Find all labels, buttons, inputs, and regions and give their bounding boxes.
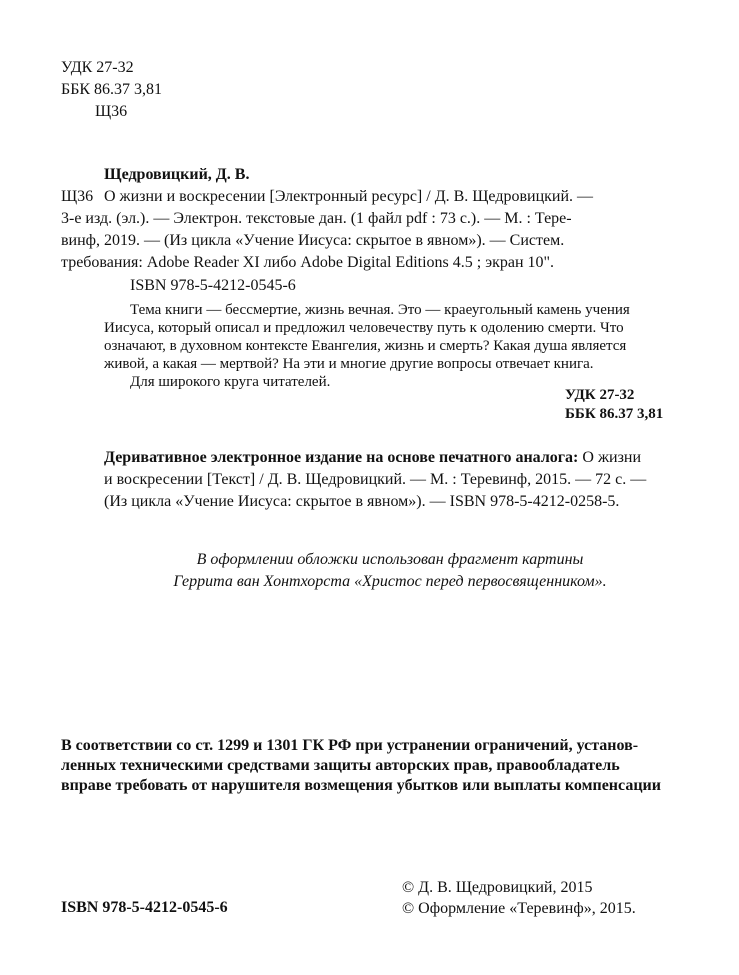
bibliographic-continuation [61,208,681,274]
record-author-mark: Щ36 [61,188,94,205]
bbk-code-bold: ББК 86.37 3,81 [565,406,664,422]
legal-notice [61,736,681,796]
bibliographic-description [104,186,681,208]
derivative-line-3: (Из цикла «Учение Иисуса: скрытое в явном»). — ISBN 978-5-4212-0258-5. [104,493,620,510]
record-line-1: О жизни и воскресении [Электронный ресурс] / Д. В. Щедровицкий. — [104,188,594,205]
annotation-line-2: Иисуса, который описал и предложил человечеству путь к одолению смерти. Что [104,320,624,336]
derivative-line-2: и воскресении [Текст] / Д. В. Щедровицкий. — М. : Теревинф, 2015. — 72 с. — [104,471,647,488]
annotation-line-4: живой, а какая — мертвой? На эти и многие другие вопросы отвечает книга. [104,356,594,372]
derivative-line-1-rest: О жизни [578,449,642,466]
record-line-3: винф, 2019. — (Из цикла «Учение Иисуса: скрытое в явном»). — Систем. [61,232,565,249]
cover-note-line-1: В оформлении обложки использован фрагмент картины [196,551,584,568]
annotation-line-3: означают, в духовном контексте Евангелия, жизнь и смерть? Какая душа является [104,338,627,354]
author-mark: Щ36 [95,103,128,120]
legal-line-2: ленных техническими средствами защиты авторских прав, правообладатель [61,757,620,774]
derivative-lead: Деривативное электронное издание на основе печатного аналога: [104,449,579,466]
footer-isbn: ISBN 978-5-4212-0545-6 [61,899,228,916]
legal-line-3: вправе требовать от нарушителя возмещения убытков или выплаты компенсации [61,777,661,794]
record-line-4: требования: Adobe Reader XI либо Adobe Digital Editions 4.5 ; экран 10". [61,254,555,271]
record-isbn: ISBN 978-5-4212-0545-6 [130,277,296,294]
udk-code: УДК 27-32 [61,59,134,76]
annotation [104,301,681,391]
udk-code-bold: УДК 27-32 [565,387,635,403]
cover-note-line-2: Геррита ван Хонтхорста «Христос перед первосвященником». [173,573,607,590]
annotation-line-1: Тема книги — бессмертие, жизнь вечная. Это — краеугольный камень учения [130,302,630,318]
derivative-note [104,447,681,513]
copyright-design: © Оформление «Теревинф», 2015. [402,900,636,917]
legal-line-1: В соответствии со ст. 1299 и 1301 ГК РФ при устранении ограничений, установ- [61,737,639,754]
record-line-2: 3-е изд. (эл.). — Электрон. текстовые дан. (1 файл pdf : 73 с.). — М. : Тере- [61,210,572,227]
author-heading: Щедровицкий, Д. В. [104,166,250,183]
copyright-author: © Д. В. Щедровицкий, 2015 [402,879,593,896]
annotation-audience: Для широкого круга читателей. [130,374,331,390]
cover-note [80,549,700,593]
bbk-code: ББК 86.37 3,81 [61,81,163,98]
